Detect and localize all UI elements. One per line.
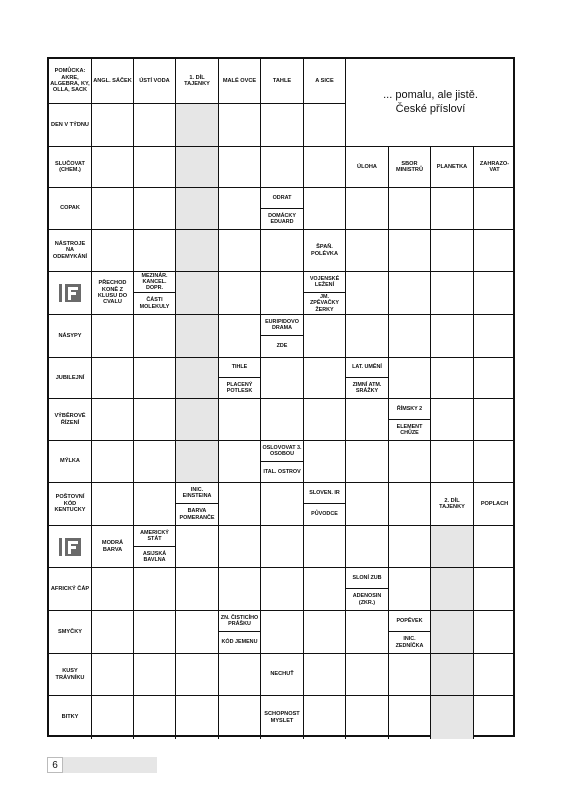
answer-cell[interactable] — [389, 696, 431, 739]
row-clue: AFRICKÝ ČÁP — [49, 568, 92, 611]
split-clue-cell — [261, 315, 304, 358]
proverb-source: České přísloví — [395, 102, 466, 115]
clue-top: AMERICKÝ STÁT — [134, 526, 175, 547]
clue-bottom: DOMÁCKY EDUARD — [268, 212, 296, 225]
answer-cell[interactable] — [176, 696, 219, 739]
answer-cell[interactable] — [134, 230, 176, 272]
answer-cell[interactable] — [261, 399, 304, 441]
split-clue-cell — [219, 611, 261, 654]
answer-cell[interactable] — [134, 399, 176, 441]
clue-bottom: INIC. ZEDNÍČKA — [395, 636, 424, 649]
solution-cell[interactable] — [431, 568, 474, 611]
answer-cell[interactable] — [346, 696, 389, 739]
clue-top: SLONÍ ZUB — [346, 568, 388, 589]
clue-cell: ÚLOHA — [346, 147, 389, 188]
answer-cell[interactable] — [176, 611, 219, 654]
answer-cell[interactable] — [219, 230, 261, 272]
clue-cell: MODRÁ BARVA — [92, 526, 134, 568]
solution-cell[interactable] — [176, 230, 219, 272]
clue-bottom: PŮVODCE — [311, 511, 338, 518]
answer-cell[interactable] — [261, 358, 304, 399]
answer-cell[interactable] — [261, 526, 304, 568]
answer-cell[interactable] — [346, 526, 389, 568]
answer-cell[interactable] — [304, 399, 346, 441]
logo-f-icon — [49, 272, 92, 315]
answer-cell[interactable] — [474, 654, 515, 696]
f-logo-icon — [59, 282, 81, 304]
clue-top: MEZINÁR. KANCEL. DOPR. — [134, 272, 175, 293]
solution-cell[interactable] — [176, 188, 219, 230]
answer-cell[interactable] — [261, 147, 304, 188]
answer-cell[interactable] — [134, 315, 176, 358]
answer-cell[interactable] — [304, 654, 346, 696]
answer-cell[interactable] — [304, 358, 346, 399]
answer-cell[interactable] — [431, 399, 474, 441]
clue-bottom: BARVA POMERANČE — [179, 508, 215, 521]
solution-cell[interactable] — [431, 654, 474, 696]
solution-cell[interactable] — [176, 147, 219, 188]
clue-bottom: ČÁSTI MOLEKULY — [139, 297, 170, 310]
proverb-box — [346, 59, 515, 147]
split-clue-cell — [304, 272, 346, 315]
logo-f-icon — [49, 526, 92, 568]
answer-cell[interactable] — [92, 104, 134, 147]
answer-cell[interactable] — [474, 441, 515, 483]
clue-cell: NECHUŤ — [261, 654, 304, 696]
answer-cell[interactable] — [219, 399, 261, 441]
clue-top: ŘÍMSKY 2 — [389, 399, 430, 420]
answer-cell[interactable] — [304, 315, 346, 358]
clue-bottom: KÓD JEMENU — [221, 639, 258, 646]
answer-cell[interactable] — [431, 272, 474, 315]
split-clue-cell — [304, 483, 346, 526]
clue-bottom: ELEMENT CHŮZE — [396, 423, 423, 436]
clue-cell: SBOR MINISTRŮ — [389, 147, 431, 188]
answer-cell[interactable] — [346, 483, 389, 526]
clue-top: VOJENSKÉ LEŽENÍ — [304, 272, 345, 293]
answer-cell[interactable] — [474, 568, 515, 611]
answer-cell[interactable] — [134, 147, 176, 188]
answer-cell[interactable] — [346, 272, 389, 315]
split-clue-cell — [134, 272, 176, 315]
answer-cell[interactable] — [389, 441, 431, 483]
solution-cell[interactable] — [176, 358, 219, 399]
clue-bottom: ASIJSKÁ BAVLNA — [142, 550, 167, 563]
row-clue: BITKY — [49, 696, 92, 739]
solution-cell[interactable] — [176, 272, 219, 315]
clue-bottom: PLACENÝ POTLESK — [226, 381, 253, 394]
answer-cell[interactable] — [92, 358, 134, 399]
row-clue: DEN V TÝDNU — [49, 104, 92, 147]
answer-cell[interactable] — [261, 104, 304, 147]
split-clue-cell — [176, 483, 219, 526]
answer-cell[interactable] — [474, 358, 515, 399]
clue-bottom: JM. ZPĚVAČKY ŽERKY — [310, 294, 339, 313]
clue-top: TIHLE — [219, 358, 260, 378]
answer-cell[interactable] — [389, 654, 431, 696]
clue-top: EURIPIDOVO DRAMA — [261, 315, 303, 336]
solution-cell[interactable] — [431, 696, 474, 739]
solution-cell[interactable] — [431, 611, 474, 654]
proverb-line: ... pomalu, ale jistě. — [383, 88, 478, 101]
answer-cell[interactable] — [92, 188, 134, 230]
answer-cell[interactable] — [134, 611, 176, 654]
answer-cell[interactable] — [92, 654, 134, 696]
answer-cell[interactable] — [346, 654, 389, 696]
split-clue-cell — [261, 188, 304, 230]
solution-cell[interactable] — [431, 526, 474, 568]
answer-cell[interactable] — [92, 315, 134, 358]
answer-cell[interactable] — [219, 147, 261, 188]
answer-cell[interactable] — [304, 568, 346, 611]
row-clue: POŠTOVNÍ KÓD KENTUCKY — [49, 483, 92, 526]
answer-cell[interactable] — [304, 526, 346, 568]
clue-bottom: ITAL. OSTROV — [263, 468, 301, 475]
row-clue: KUSY TRÁVNÍKU — [49, 654, 92, 696]
row-clue: NÁSTROJE NA ODEMYKÁNÍ — [49, 230, 92, 272]
row-clue: SLUČOVAT (CHEM.) — [49, 147, 92, 188]
header-clue: A SICE — [304, 59, 346, 104]
answer-cell[interactable] — [92, 568, 134, 611]
row-clue: MÝLKA — [49, 441, 92, 483]
answer-cell[interactable] — [389, 483, 431, 526]
answer-cell[interactable] — [261, 568, 304, 611]
row-clue: JUBILEJNÍ — [49, 358, 92, 399]
answer-cell[interactable] — [304, 188, 346, 230]
answer-cell[interactable] — [134, 188, 176, 230]
answer-cell[interactable] — [219, 104, 261, 147]
solution-cell[interactable] — [176, 399, 219, 441]
clue-cell: PLANETKA — [431, 147, 474, 188]
row-clue: COPAK — [49, 188, 92, 230]
answer-cell[interactable] — [219, 654, 261, 696]
clue-top: ZN. ČISTICÍHO PRÁŠKU — [219, 611, 260, 632]
answer-cell[interactable] — [474, 696, 515, 739]
answer-cell[interactable] — [92, 230, 134, 272]
answer-cell[interactable] — [474, 399, 515, 441]
clue-bottom: ZDE — [276, 343, 288, 350]
answer-cell[interactable] — [346, 611, 389, 654]
answer-cell[interactable] — [474, 611, 515, 654]
answer-cell[interactable] — [474, 315, 515, 358]
answer-cell[interactable] — [431, 315, 474, 358]
clue-cell: POPLACH — [474, 483, 515, 526]
answer-cell[interactable] — [219, 188, 261, 230]
split-clue-cell — [261, 441, 304, 483]
header-clue: ÚSTÍ VODA — [134, 59, 176, 104]
answer-cell[interactable] — [304, 611, 346, 654]
answer-cell[interactable] — [261, 611, 304, 654]
answer-cell[interactable] — [474, 272, 515, 315]
answer-cell[interactable] — [176, 526, 219, 568]
split-clue-cell — [219, 358, 261, 399]
answer-cell[interactable] — [261, 230, 304, 272]
answer-cell[interactable] — [389, 272, 431, 315]
solution-cell[interactable] — [176, 441, 219, 483]
clue-top: ODRAT — [261, 188, 303, 209]
answer-cell[interactable] — [134, 483, 176, 526]
answer-cell[interactable] — [219, 568, 261, 611]
answer-cell[interactable] — [346, 399, 389, 441]
answer-cell[interactable] — [92, 696, 134, 739]
answer-cell[interactable] — [134, 568, 176, 611]
answer-cell[interactable] — [389, 230, 431, 272]
clue-cell: ŠPAŇ. POLÉVKA — [304, 230, 346, 272]
answer-cell[interactable] — [431, 358, 474, 399]
answer-cell[interactable] — [176, 568, 219, 611]
row-clue: SMYČKY — [49, 611, 92, 654]
answer-cell[interactable] — [304, 696, 346, 739]
answer-cell[interactable] — [389, 188, 431, 230]
clue-top: OSLOVOVAT 3. OSOBOU — [261, 441, 303, 462]
answer-cell[interactable] — [134, 441, 176, 483]
answer-cell[interactable] — [389, 568, 431, 611]
answer-cell[interactable] — [389, 358, 431, 399]
answer-cell[interactable] — [219, 526, 261, 568]
header-clue: TAHLE — [261, 59, 304, 104]
answer-cell[interactable] — [92, 611, 134, 654]
split-clue-cell — [346, 358, 389, 399]
clue-top: POPĚVEK — [389, 611, 430, 632]
answer-cell[interactable] — [304, 104, 346, 147]
split-clue-cell — [134, 526, 176, 568]
answer-cell[interactable] — [304, 441, 346, 483]
clue-top: SLOVEN. IR — [304, 483, 345, 504]
clue-top: LAT. UMĚNÍ — [346, 358, 388, 378]
answer-cell[interactable] — [261, 483, 304, 526]
solution-cell[interactable] — [176, 315, 219, 358]
answer-cell[interactable] — [389, 526, 431, 568]
answer-cell[interactable] — [134, 654, 176, 696]
answer-cell[interactable] — [176, 654, 219, 696]
answer-cell[interactable] — [92, 147, 134, 188]
header-clue: POMŮCKA: AKRE, ALGEBRA, KY, OLLA, SACK — [49, 59, 92, 104]
clue-cell: SCHOPNOST MYSLET — [261, 696, 304, 739]
answer-cell[interactable] — [219, 696, 261, 739]
header-clue: ANGL. SÁČEK — [92, 59, 134, 104]
page-number: 6 — [47, 757, 63, 773]
answer-cell[interactable] — [431, 188, 474, 230]
clue-bottom: ZIMNÍ ATM. SRÁŽKY — [352, 381, 382, 394]
answer-cell[interactable] — [92, 483, 134, 526]
page-footer — [47, 757, 157, 773]
answer-cell[interactable] — [474, 188, 515, 230]
answer-cell[interactable] — [261, 272, 304, 315]
split-clue-cell — [346, 568, 389, 611]
answer-cell[interactable] — [346, 441, 389, 483]
answer-cell[interactable] — [134, 104, 176, 147]
answer-cell[interactable] — [346, 230, 389, 272]
clue-top: INIC. EINSTEINA — [176, 483, 218, 504]
answer-cell[interactable] — [389, 315, 431, 358]
f-logo-icon — [59, 536, 81, 558]
answer-cell[interactable] — [304, 147, 346, 188]
answer-cell[interactable] — [474, 526, 515, 568]
crossword-grid — [47, 57, 515, 737]
answer-cell[interactable] — [219, 272, 261, 315]
answer-cell[interactable] — [346, 188, 389, 230]
header-clue: MALÉ OVCE — [219, 59, 261, 104]
split-clue-cell — [389, 399, 431, 441]
answer-cell[interactable] — [134, 358, 176, 399]
clue-cell: PŘECHOD KONĚ Z KLUSU DO CVALU — [92, 272, 134, 315]
answer-cell[interactable] — [431, 230, 474, 272]
row-clue: VÝBĚROVÉ ŘÍZENÍ — [49, 399, 92, 441]
answer-cell[interactable] — [346, 315, 389, 358]
solution-cell[interactable] — [176, 104, 219, 147]
split-clue-cell — [389, 611, 431, 654]
clue-cell: 2. DÍL TAJENKY — [431, 483, 474, 526]
answer-cell[interactable] — [92, 399, 134, 441]
answer-cell[interactable] — [219, 483, 261, 526]
header-clue: 1. DÍL TAJENKY — [176, 59, 219, 104]
answer-cell[interactable] — [219, 315, 261, 358]
clue-bottom: ADENOSIN (ZKR.) — [352, 593, 382, 606]
answer-cell[interactable] — [219, 441, 261, 483]
answer-cell[interactable] — [431, 441, 474, 483]
clue-cell: ZAHRAZO-VAT — [474, 147, 515, 188]
answer-cell[interactable] — [92, 441, 134, 483]
row-clue: NÁSYPY — [49, 315, 92, 358]
answer-cell[interactable] — [474, 230, 515, 272]
answer-cell[interactable] — [134, 696, 176, 739]
